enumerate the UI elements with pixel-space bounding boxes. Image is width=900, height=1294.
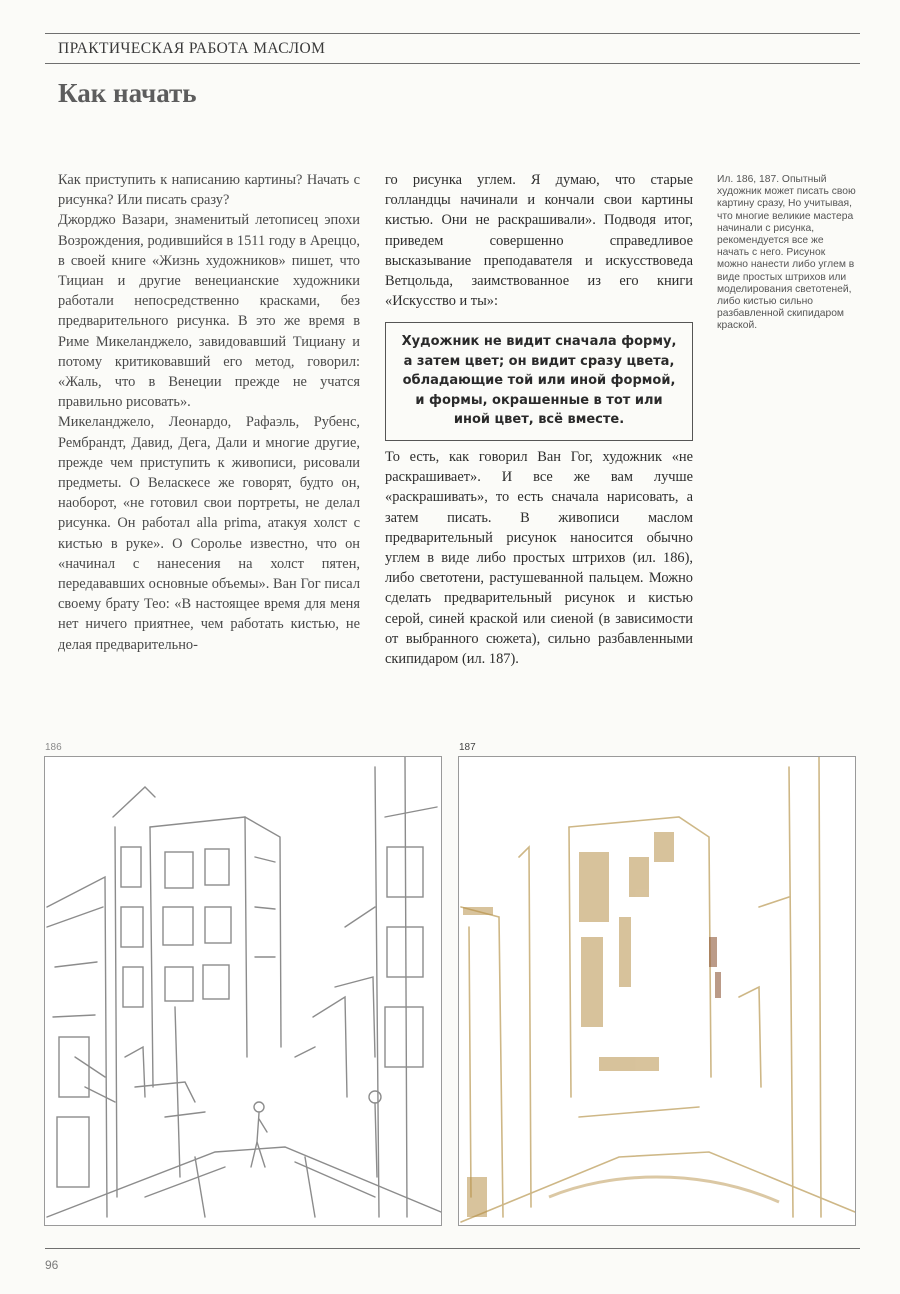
page-title: Как начать [58,78,197,108]
top-rule [45,33,860,34]
body-column-left [58,170,360,655]
figure-186-charcoal-sketch [44,756,442,1226]
quote-box: Художник не видит сначала форму, а затем цвет; он видит сразу цвета, обладающие той или иной формой, и формы, окрашенные в тот или иной цвет, всё вместе. [385,322,693,441]
paragraph: То есть, как говорил Ван Гог, художник «не раскрашивает». И все же вам лучше «раскрашивать», то есть сначала нарисовать, а затем писать. В живописи маслом предварительный рисунок наносится обычно углем в виде либо простых штрихов (ил. 186), либо светотени, растушеванной пальцем. Можно сделать предварительный рисунок и кистью серой, синей краской или сиеной (в зависимости от выбранного сюжета), сильно разбавленными скипидаром (ил. 187). [385,448,693,667]
figure-caption: Ил. 186, 187. Опытный художник может писать свою картину сразу, Но учитывая, что многие великие мастера начинали с рисунка, рекомендуется все же начать с него. Рисунок можно нанести либо углем в виде простых штрихов или моделирования светотеней, либо кистью сильно разбавленной скипидаром краской. [717,174,856,332]
paragraph: го рисунка углем. Я думаю, что старые голландцы начинали и кончали свои картины кистью. Они не раскрашивали». Подводя итог, приведем совершенно справедливое высказывание преподавателя и искусствоведа Ветцольда, заимствованное из его книги «Искусство и ты»: [385,172,693,310]
street-sketch-image [45,757,441,1225]
footer-rule [45,1248,860,1249]
figure-number-187: 187 [459,742,476,753]
section-title: ПРАКТИЧЕСКАЯ РАБОТА МАСЛОМ [58,40,326,57]
header-rule [45,63,860,64]
figure-number-186: 186 [45,742,62,753]
figure-187-underpainting [458,756,856,1226]
paragraph: Как приступить к написанию картины? Начать с рисунка? Или писать сразу? [58,172,360,209]
body-column-right [385,170,693,669]
page-number: 96 [45,1258,59,1272]
street-underpainting-image [459,757,855,1225]
paragraph: Микеланджело, Леонардо, Рафаэль, Рубенс, Рембрандт, Давид, Дега, Дали и многие другие, прежде чем приступить к живописи, рисовали предметы. О Веласкесе же говорят, будто он, наоборот, «не готовил свои портреты, не делал рисунка. Он работал alla prima, атакуя холст с кистью в руке». О Соролье известно, что он «начинал с нанесения на холст пятен, передававших основные объемы». Ван Гог писал своему брату Тео: «В настоящее время для меня нет ничего приятнее, чем работать кистью, не делая предварительно- [58,414,360,653]
paragraph: Джорджо Вазари, знаменитый летописец эпохи Возрождения, родившийся в 1511 году в Ареццо, в своей книге «Жизнь художников» пишет, что Тициан и другие венецианские художники работали непосредственно красками, без предварительного рисунка. В это же время в Риме Микеланджело, завидовавший Тициану и потому критиковавший его метод, говорил: «Жаль, что в Венеции прежде не учатся правильно рисовать». [58,212,360,411]
